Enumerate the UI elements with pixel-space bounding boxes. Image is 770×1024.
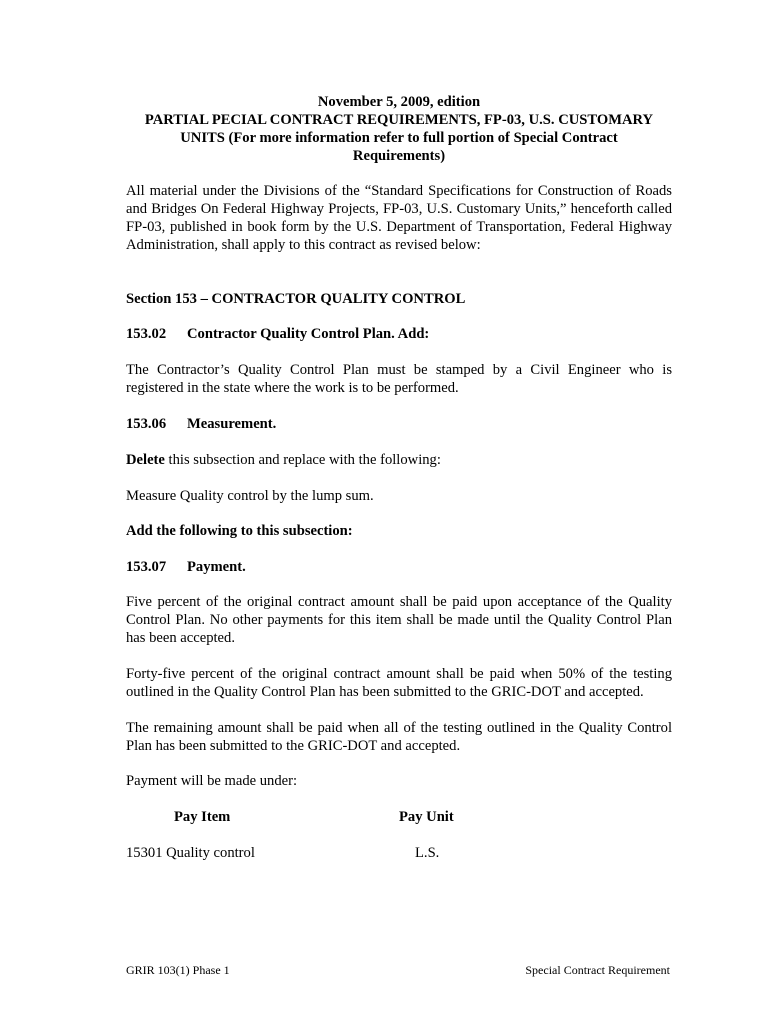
subsection-number: 153.07 [126, 559, 167, 575]
footer-left: GRIR 103(1) Phase 1 [126, 963, 230, 977]
pay-unit-cell: L.S. [415, 845, 440, 861]
subsection-title: Payment. [187, 559, 246, 575]
subsection-title: Measurement. [187, 416, 277, 432]
footer-right: Special Contract Requirement [525, 963, 670, 977]
add-following-heading: Add the following to this subsection: [126, 523, 353, 539]
pay-item-column-header: Pay Item [174, 809, 231, 825]
delete-instruction [126, 451, 672, 469]
payment-intro: Payment will be made under: [126, 773, 298, 789]
payment-paragraph-3: The remaining amount shall be paid when all of the testing outlined in the Quality Control Plan has been submitted to the GRIC-DOT and accepted. [126, 720, 672, 754]
pay-table-header [0, 808, 770, 826]
pay-unit-column-header: Pay Unit [399, 809, 454, 825]
section-heading: Section 153 – CONTRACTOR QUALITY CONTROL [126, 291, 466, 307]
payment-paragraph-2: Forty-five percent of the original contract amount shall be paid when 50% of the testing outlined in the Quality Control Plan has been submitted to the GRIC-DOT and accepted. [126, 666, 672, 700]
subsection-number: 153.02 [126, 326, 167, 342]
edition-date: November 5, 2009, edition [317, 94, 481, 110]
subsection-15307-heading [126, 558, 672, 576]
document-header [126, 93, 672, 165]
table-row [0, 844, 770, 862]
title-line-1: PARTIAL PECIAL CONTRACT REQUIREMENTS, FP-03, U.S. CUSTOMARY [144, 112, 654, 128]
subsection-number: 153.06 [126, 416, 167, 432]
delete-instruction-text: this subsection and replace with the following: [164, 452, 441, 468]
intro-paragraph: All material under the Divisions of the “Standard Specifications for Construction of Roads and Bridges On Federal Highway Projects, FP-03, U.S. Customary Units,” henceforth called FP-03, published in book form by the U.S. Department of Transportation, Federal Highway Administration, shall apply to this contract as revised below: [126, 183, 672, 253]
title-line-3: Requirements) [352, 148, 446, 164]
measure-statement: Measure Quality control by the lump sum. [126, 488, 374, 504]
delete-keyword: Delete [126, 452, 165, 468]
subsection-15302-heading [126, 325, 672, 343]
title-line-2: UNITS (For more information refer to full portion of Special Contract [180, 130, 618, 146]
payment-paragraph-1: Five percent of the original contract amount shall be paid upon acceptance of the Quality Control Plan. No other payments for this item shall be made until the Quality Control Plan has been accepted. [126, 594, 672, 646]
pay-item-cell: 15301 Quality control [126, 845, 255, 861]
subsection-15302-body: The Contractor’s Quality Control Plan must be stamped by a Civil Engineer who is registered in the state where the work is to be performed. [126, 362, 672, 396]
subsection-title: Contractor Quality Control Plan. Add: [187, 326, 430, 342]
subsection-15306-heading [126, 415, 672, 433]
